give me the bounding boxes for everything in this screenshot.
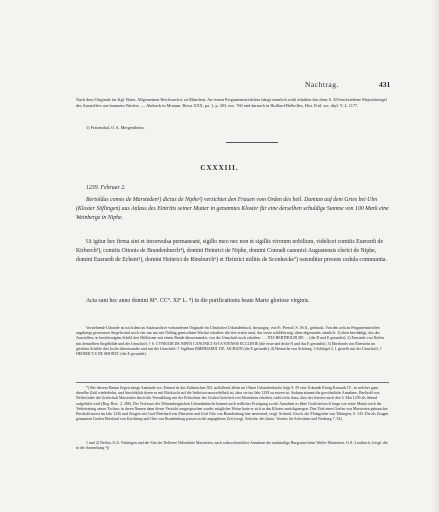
footnote-divider (76, 382, 389, 383)
charter-dating-clause: Acta sunt hec anno domini M°. CC°. XI° L. ⁸) in die purificationis beate Marie gloriose virginis. (86, 298, 310, 304)
editorial-notes-places: 1 und 2) Neifen, O.A. Nürtingen und der Sitz der Nellener Nebenlinie Marstetten, nach wahrscheinlicher Annahme die nachmalige Burgruine beim Weiler Marstetten, O.A. Leutkirch, (vergl. die in der Anmerkung ⁸)) (76, 441, 388, 451)
top-footnote: 1) Frauenthal, O.A. Mergentheim. (86, 125, 145, 130)
charter-text-paragraph: Ut igitur hec firma sint et inconvulsa permaneant, sigillo meo nec non et sigillis virorum nobilium, videlicet comitis Euerardi de Kirberch³), comitis Ottonis de Brandenburch⁴), domini Heinrici de Niphe, domini Conradi canonici Augustensis clerici de Niphe, domini Euerardi de Echem⁵), domini Heinrici de Rinsburch⁶) et Heinrici militis de Sconhecke⁷) ostenditur presens cedula communita. (76, 239, 387, 264)
editorial-notes-seals: Vorstehende Urkunde ist nach dem im Staatsarchive vorhandenen Originale im Ulmischen Urkundenbuch, herausgeg. von Fr. Pressel, S. 56 ff., gedruckt. Von den acht an Pergamentstreifen angehängt gewesenen Siegeln sind noch vier nur aus mit Nehhig gemischtem Wachse erhalten: die drei ersten rund, das vierte schildförmig, oben abgerundet, nämlich: 1) oben beschädigt, das des Ausstellers; in herzförmigem Schild drei Hifthörner mit einem Bande überzeinander, von der Umschrift noch erhalten: . . . ITIS BERTHOLDI DE. . . (die D und E gerundet); 2) Eneraeds von Neifen mit demselben Siegelbilde und der Umschrift: † S. CVNRADI DE NIFEN CANONICI AVGVSTENSIS ECCLESIE (die erste und dritte N und das E gerundet); 3) Eberhards von Eberstein im gleichen Schilde drei Joche übereinander und mit der Umschrift: † Sigillum EBERHARDI. DE. AICHAIN (die E gerundet); 4) Heinriche von Schöneg: 3 Schlegel 2, 1 gestellt mit der Umschrift: † HEINRICVS DE SHONEC (die E gerundet). (76, 326, 385, 357)
archive-note: Nach dem Originale im Kgl. Baier. Allgemeinen Reichsarchiv zu München. An einem Pergamentstreifchen hängt ziemlich wohl erhalten das oben S. 38 beschriebene Majestätsiegel des Ausstellers aus braunem Wachse. — Abdruck in Monum. Boica XXX, pa. 1, p. 203, nro. 760 und darnach in Huillard-Bréholles, Hist. Frid. sec. dipl. V, 2, 1177. (76, 97, 387, 108)
document-heading: CXXXIII. (200, 164, 239, 172)
section-divider (226, 142, 278, 143)
scan-shadow (431, 0, 439, 512)
document-summary: Bertoldus comes de Marsteden¹) dictus de Niphe²) verzichtet den Frauen vom Orden des heil. Damian auf dem Gries bei Ulm (Kloster Söflingen) aus Anlass des Eintritts seiner Mutter in genanntes Kloster für eine derselben schuldige Summe von 100 Mark eine Weinberge in Niphe. (76, 197, 389, 222)
document-date: 1239. Februar 2. (86, 185, 126, 191)
page-number: 431 (379, 80, 391, 89)
header-title: Nachtrag. (305, 80, 339, 89)
editorial-notes-dating: *) Bei diesem Datum liegen einige Anstände vor. Einmal ist das Zahlzeichen XII. auffallend, allein im Ulmer Urkundenbuche folgt S. 59 eine Urkunde König Konrads IV., in welcher ganz dieselbe Zahl wiederkehrt, und hinsichtlich deren es mit Rücksicht auf die Indiction unzweifelhaft ist, dass sie ins Jahr 1239 zu setzen ist. Sodann stimmt die gewöhnliche Annahme, Berthold von Neifen habe die Grafschaft Marstetten durch die Vermählung mit der Erbtochter des Grafen Gottfried von Marstetten erhalten, nicht recht dazu, dass der letztere noch den 5. Mai 1239 als lebend aufgeführt wird (Reg. Boic. 2, 286). Der Verfasser des Wirtembergischen Urkundenbuchs kommt nach reiflicher Erwägung zu der Annahme es lebte Gottfried noch lange wie seine Mutter nach der Verheiratung seiner Tochter, in deren Namen dann dieser Verzicht ausgesprochen wurde; möglicher Weise hatte er sich in das Kloster zurückgezogen. Den Titel eines Grafen von Marstetten gebrauchte Berthold zuerst im Jahr 1236 und Zeugen wie Graf Eberhard von Eberstein und Graf Otto von Brandenburg hier anwesend, vergl. Schmid, Gesch. der Pfalzgrafen von Tübingen, S. 143. Die als Zeugen genannten Grafen Eberhard von Kirchberg und Otto von Brandenburg passen in die angegebene Zeit (vergl. Zeitschr. des histor. Vereins für Schwaben und Neuburg 7, 54). (76, 386, 389, 422)
running-header (0, 80, 439, 92)
